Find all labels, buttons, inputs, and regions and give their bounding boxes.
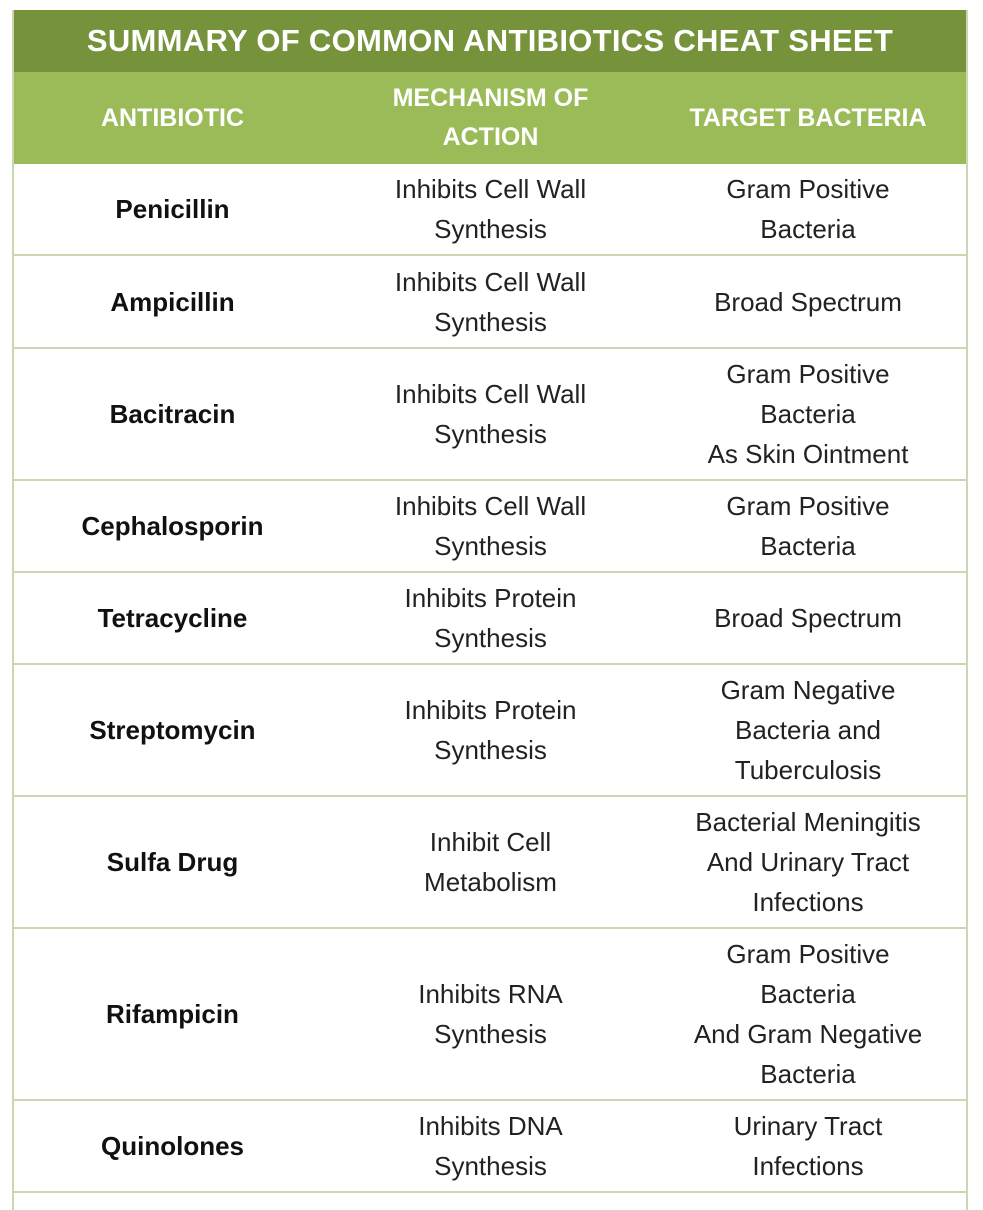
- target-cell: Gram Negative Bacteria and Tuberculosis: [720, 675, 896, 785]
- target-cell: Gram Positive Bacteria: [726, 174, 890, 244]
- page-title: SUMMARY OF COMMON ANTIBIOTICS CHEAT SHEET: [14, 10, 966, 72]
- target-cell: Bacterial Meningitis And Urinary Tract Infections: [695, 807, 921, 917]
- antibiotic-name: Ampicillin: [110, 286, 235, 317]
- column-header-mechanism: MECHANISM OF ACTION: [392, 84, 589, 151]
- mechanism-cell: Inhibits Cell Wall Synthesis: [394, 491, 587, 561]
- antibiotic-name: Tetracycline: [97, 603, 248, 633]
- mechanism-cell: Inhibits Protein Synthesis: [404, 583, 577, 653]
- cheat-sheet: [12, 10, 968, 1210]
- antibiotic-name: Streptomycin: [89, 715, 256, 745]
- mechanism-cell: Inhibit Cell Metabolism: [424, 827, 557, 897]
- antibiotic-name: Sulfa Drug: [106, 847, 239, 877]
- antibiotic-name: Penicillin: [115, 194, 230, 224]
- table-row: [14, 797, 966, 929]
- target-cell: Broad Spectrum: [714, 603, 902, 633]
- column-header-antibiotic: ANTIBIOTIC: [100, 103, 245, 132]
- table-row: [14, 164, 966, 256]
- antibiotic-name: Bacitracin: [109, 399, 236, 429]
- table-row: [14, 1101, 966, 1193]
- mechanism-cell: Inhibits Cell Wall Synthesis: [394, 266, 587, 337]
- table-row: [14, 349, 966, 481]
- mechanism-cell: Inhibits Protein Synthesis: [404, 695, 577, 765]
- antibiotic-name: Cephalosporin: [81, 511, 264, 541]
- mechanism-cell: Inhibits Cell Wall Synthesis: [394, 174, 587, 244]
- table-row: [14, 573, 966, 665]
- target-cell: Urinary Tract Infections: [733, 1111, 883, 1181]
- table-row: [14, 256, 966, 349]
- mechanism-cell: Inhibits DNA Synthesis: [418, 1111, 563, 1181]
- table-row: [14, 665, 966, 797]
- target-cell: Gram Positive Bacteria As Skin Ointment: [707, 359, 909, 469]
- table-row: [14, 929, 966, 1101]
- table-header: [14, 72, 966, 164]
- target-cell: Gram Positive Bacteria: [726, 491, 890, 561]
- target-cell: Broad Spectrum: [714, 286, 902, 317]
- column-header-target: TARGET BACTERIA: [689, 103, 927, 132]
- mechanism-cell: Inhibits RNA Synthesis: [418, 979, 563, 1049]
- table-row: [14, 481, 966, 573]
- target-cell: Gram Positive Bacteria And Gram Negative Bacteria: [693, 939, 923, 1089]
- antibiotic-name: Rifampicin: [106, 999, 239, 1029]
- mechanism-cell: Inhibits Cell Wall Synthesis: [394, 379, 587, 449]
- antibiotic-name: Quinolones: [101, 1131, 244, 1161]
